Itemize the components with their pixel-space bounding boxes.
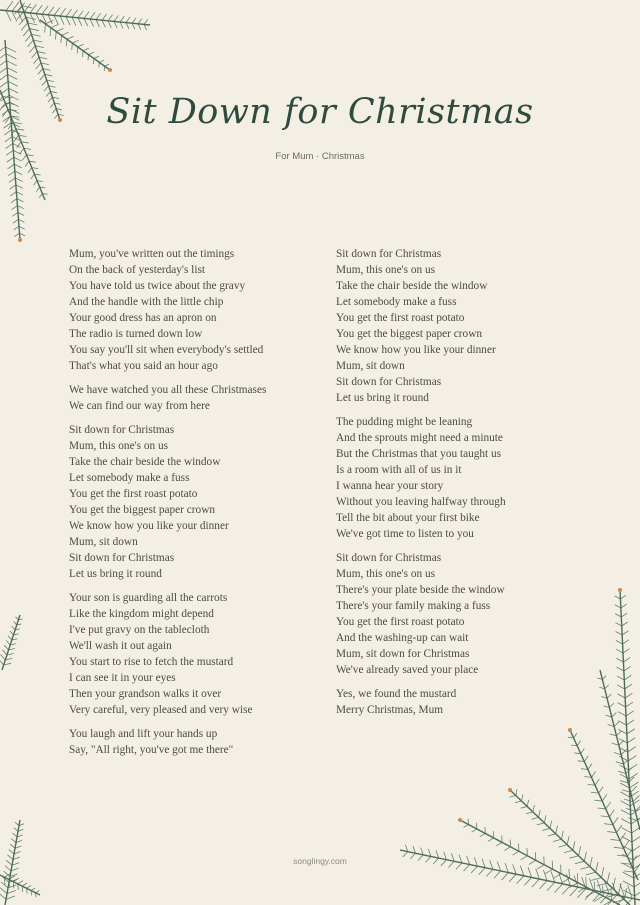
lyric-stanza [69, 726, 329, 758]
lyric-stanza [336, 414, 596, 542]
lyric-line: You get the first roast potato [336, 312, 465, 324]
lyric-line: I've put gravy on the tablecloth [69, 624, 210, 636]
lyric-line: Say, "All right, you've got me there" [69, 744, 234, 756]
song-subtitle: For Mum · Christmas [275, 151, 365, 162]
pine-branch-icon [0, 610, 30, 680]
lyric-line: We know how you like your dinner [336, 344, 496, 356]
lyric-line: We have watched you all these Christmases [69, 384, 267, 396]
lyric-line: I can see it in your eyes [69, 672, 176, 684]
lyric-stanza [69, 246, 329, 374]
lyric-line: Is a room with all of us in it [336, 464, 462, 476]
lyric-line: Let somebody make a fuss [69, 472, 190, 484]
lyric-line: Mum, this one's on us [69, 440, 169, 452]
lyric-line: Then your grandson walks it over [69, 688, 222, 700]
lyric-line: And the sprouts might need a minute [336, 432, 503, 444]
lyric-line: Let somebody make a fuss [336, 296, 457, 308]
lyric-line: And the handle with the little chip [69, 296, 224, 308]
lyric-line: Your son is guarding all the carrots [69, 592, 228, 604]
pine-branch-icon [0, 0, 170, 250]
lyric-line: You get the first roast potato [336, 616, 465, 628]
lyric-line: The radio is turned down low [69, 328, 203, 340]
lyric-line: Sit down for Christmas [69, 424, 175, 436]
lyric-line: And the washing-up can wait [336, 632, 469, 644]
lyric-line: Let us bring it round [69, 568, 162, 580]
lyric-line: Sit down for Christmas [336, 552, 442, 564]
lyric-line: On the back of yesterday's list [69, 264, 205, 276]
lyric-line: We've already saved your place [336, 664, 479, 676]
lyric-line: Very careful, very pleased and very wise [69, 704, 253, 716]
lyric-line: That's what you said an hour ago [69, 360, 218, 372]
lyric-line: Take the chair beside the window [69, 456, 221, 468]
lyric-line: Mum, this one's on us [336, 568, 436, 580]
lyric-line: Mum, this one's on us [336, 264, 436, 276]
lyric-line: Like the kingdom might depend [69, 608, 214, 620]
lyric-line: You say you'll sit when everybody's settled [69, 344, 264, 356]
lyric-line: Mum, you've written out the timings [69, 248, 235, 260]
lyric-line: I wanna hear your story [336, 480, 444, 492]
lyric-line: Take the chair beside the window [336, 280, 488, 292]
lyric-stanza [69, 382, 329, 414]
pine-branch-icon [400, 580, 640, 905]
lyric-stanza [336, 246, 596, 406]
lyric-line: But the Christmas that you taught us [336, 448, 502, 460]
lyric-line: There's your family making a fuss [336, 600, 491, 612]
lyric-line: Let us bring it round [336, 392, 429, 404]
lyric-line: Sit down for Christmas [69, 552, 175, 564]
lyric-line: Yes, we found the mustard [336, 688, 457, 700]
song-title: Sit Down for Christmas [106, 92, 534, 132]
lyric-line: Mum, sit down for Christmas [336, 648, 470, 660]
lyric-line: We can find our way from here [69, 400, 210, 412]
lyric-line: You get the first roast potato [69, 488, 198, 500]
lyric-line: We know how you like your dinner [69, 520, 229, 532]
lyric-line: You start to rise to fetch the mustard [69, 656, 234, 668]
lyric-line: Sit down for Christmas [336, 248, 442, 260]
lyric-line: Mum, sit down [336, 360, 405, 372]
lyric-line: You have told us twice about the gravy [69, 280, 246, 292]
lyric-stanza [69, 590, 329, 718]
lyric-line: The pudding might be leaning [336, 416, 473, 428]
lyric-line: You laugh and lift your hands up [69, 728, 218, 740]
lyric-line: You get the biggest paper crown [69, 504, 215, 516]
lyrics-left-column [69, 246, 329, 766]
site-footer: songlingy.com [293, 856, 347, 866]
lyric-line: Without you leaving halfway through [336, 496, 506, 508]
lyric-line: Sit down for Christmas [336, 376, 442, 388]
lyric-line: There's your plate beside the window [336, 584, 505, 596]
lyric-line: You get the biggest paper crown [336, 328, 482, 340]
lyric-line: We've got time to listen to you [336, 528, 474, 540]
lyric-line: Your good dress has an apron on [69, 312, 217, 324]
lyric-line: We'll wash it out again [69, 640, 172, 652]
lyric-line: Mum, sit down [69, 536, 138, 548]
lyric-line: Tell the bit about your first bike [336, 512, 480, 524]
lyric-stanza [69, 422, 329, 582]
pine-branch-icon [0, 815, 50, 905]
lyric-line: Merry Christmas, Mum [336, 704, 444, 716]
